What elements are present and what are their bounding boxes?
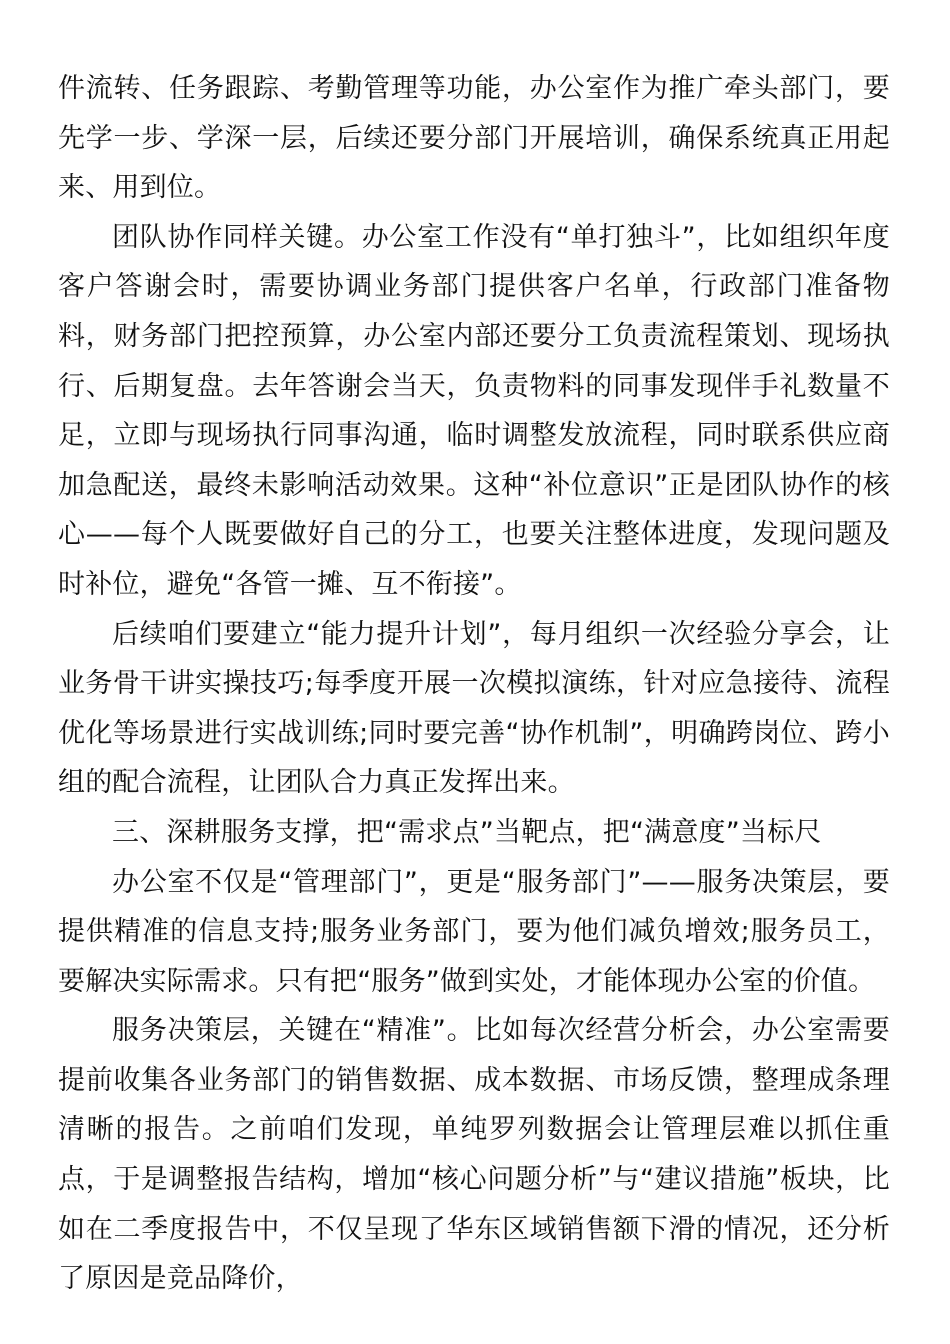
paragraph-decision-support: 服务决策层，关键在“精准”。比如每次经营分析会，办公室需要提前收集各业务部门的销售数据、成本数据、市场反馈，整理成条理清晰的报告。之前咱们发现，单纯罗列数据会让管理层难以抓住重点，于是调整报告结构，增加“核心问题分析”与“建议措施”板块，比如在二季度报告中，不仅呈现了华东区域销售额下滑的情况，还分析了原因是竞品降价， bbox=[58, 1015, 890, 1295]
paragraph-capability-plan: 后续咱们要建立“能力提升计划”，每月组织一次经验分享会，让业务骨干讲实操技巧;每季度开展一次模拟演练，针对应急接待、流程优化等场景进行实战训练;同时要完善“协作机制”，明确跨岗位、跨小组的配合流程，让团队合力真正发挥出来。 bbox=[58, 618, 890, 799]
paragraph-teamwork: 团队协作同样关键。办公室工作没有“单打独斗”，比如组织年度客户答谢会时，需要协调业务部门提供客户名单，行政部门准备物料，财务部门把控预算，办公室内部还要分工负责流程策划、现场执行、后期复盘。去年答谢会当天，负责物料的同事发现伴手礼数量不足，立即与现场执行同事沟通，临时调整发放流程，同时联系供应商加急配送，最终未影响活动效果。这种“补位意识”正是团队协作的核心——每个人既要做好自己的分工，也要关注整体进度，发现问题及时补位，避免“各管一摊、互不衔接”。 bbox=[58, 221, 890, 600]
paragraph-service-role: 办公室不仅是“管理部门”，更是“服务部门”——服务决策层，要提供精准的信息支持;服务业务部门，要为他们减负增效;服务员工，要解决实际需求。只有把“服务”做到实处，才能体现办公室的价值。 bbox=[58, 866, 890, 997]
document-page bbox=[58, 64, 890, 1304]
section-heading-3: 三、深耕服务支撑，把“需求点”当靶点，把“满意度”当标尺 bbox=[112, 816, 822, 848]
paragraph-continuation: 件流转、任务跟踪、考勤管理等功能，办公室作为推广牵头部门，要先学一步、学深一层，后续还要分部门开展培训，确保系统真正用起来、用到位。 bbox=[58, 73, 890, 204]
